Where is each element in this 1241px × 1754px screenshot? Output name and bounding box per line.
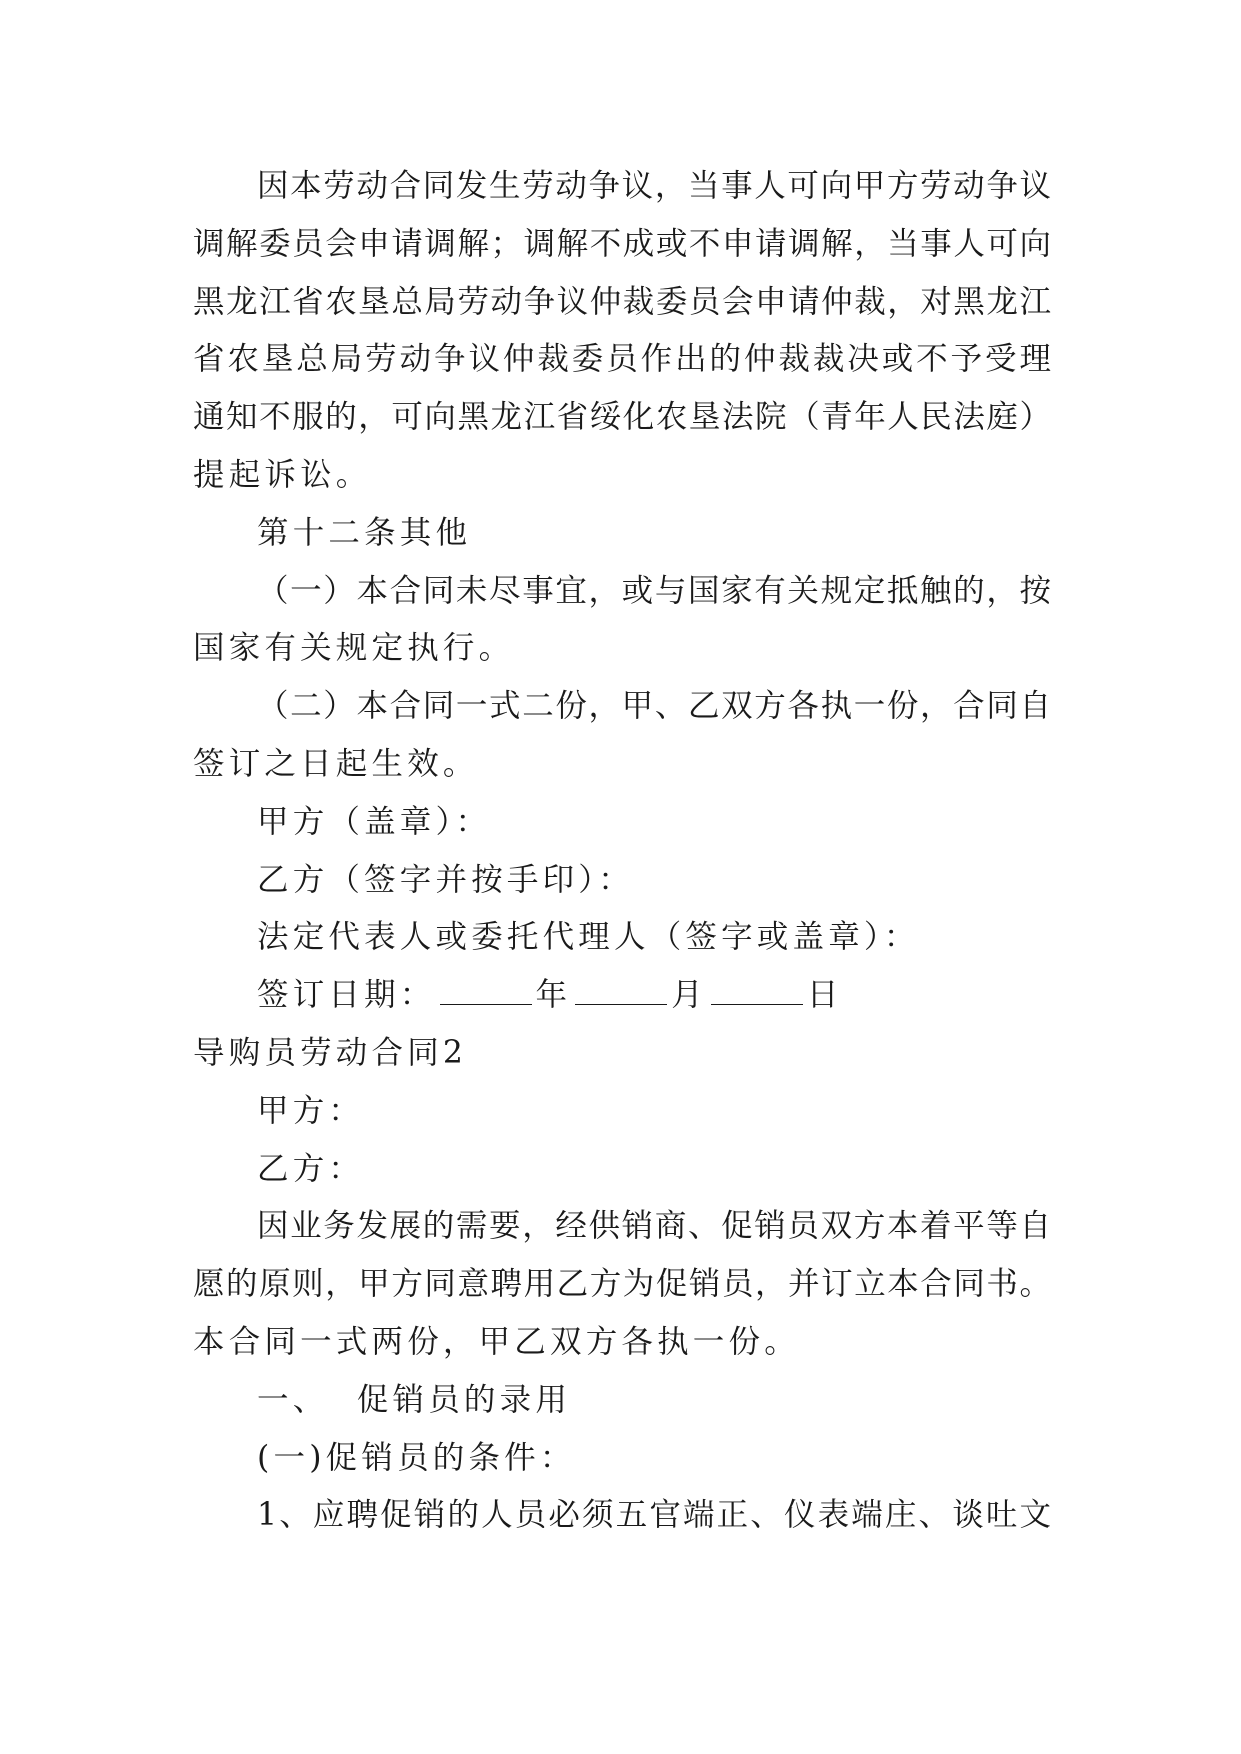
contract-title: 导购员劳动合同2 (193, 1034, 468, 1071)
month-blank (575, 970, 667, 1005)
party-b-line: 乙方： (257, 1150, 365, 1187)
article-heading: 第十二条其他 (257, 514, 472, 551)
item-line: 1、应聘促销的人员必须五官端正、仪表端庄、谈吐文 (257, 1497, 1051, 1534)
year-label: 年 (535, 977, 572, 1014)
party-a-line: 甲方： (257, 1092, 365, 1129)
sign-date-label: 签订日期： (257, 977, 436, 1014)
sign-date-line (193, 967, 1051, 1025)
clause-line: 签订之日起生效。 (193, 745, 479, 782)
year-blank (440, 970, 532, 1005)
party-b-sign-line: 乙方（签字并按手印）： (257, 861, 634, 898)
paragraph-line: 提起诉讼。 (193, 456, 372, 493)
day-label: 日 (806, 977, 843, 1014)
section-heading: 一、 促销员的录用 (257, 1381, 572, 1418)
document-body (193, 158, 1051, 1545)
intro-line: 愿的原则，甲方同意聘用乙方为促销员，并订立本合同书。 (193, 1266, 1051, 1303)
intro-line: 本合同一式两份，甲乙双方各执一份。 (193, 1323, 800, 1360)
paragraph-line: 通知不服的，可向黑龙江省绥化农垦法院（青年人民法庭） (193, 399, 1051, 436)
party-a-seal-line: 甲方（盖章）： (257, 803, 492, 840)
subsection-heading: (一)促销员的条件： (257, 1439, 576, 1476)
clause-line: （二）本合同一式二份，甲、乙双方各执一份，合同自 (257, 688, 1051, 725)
paragraph-line: 省农垦总局劳动争议仲裁委员作出的仲裁裁决或不予受理 (193, 341, 1051, 378)
paragraph-line: 因本劳动合同发生劳动争议，当事人可向甲方劳动争议 (257, 168, 1051, 204)
day-blank (711, 970, 803, 1005)
intro-line: 因业务发展的需要，经供销商、促销员双方本着平等自 (257, 1208, 1051, 1245)
paragraph-line: 黑龙江省农垦总局劳动争议仲裁委员会申请仲裁，对黑龙江 (193, 283, 1051, 320)
clause-line: 国家有关规定执行。 (193, 630, 515, 667)
representative-line: 法定代表人或委托代理人（签字或盖章）： (257, 919, 920, 956)
clause-line: （一）本合同未尽事宜，或与国家有关规定抵触的，按 (257, 572, 1051, 609)
paragraph-line: 调解委员会申请调解；调解不成或不申请调解，当事人可向 (193, 225, 1051, 262)
month-label: 月 (671, 977, 707, 1014)
